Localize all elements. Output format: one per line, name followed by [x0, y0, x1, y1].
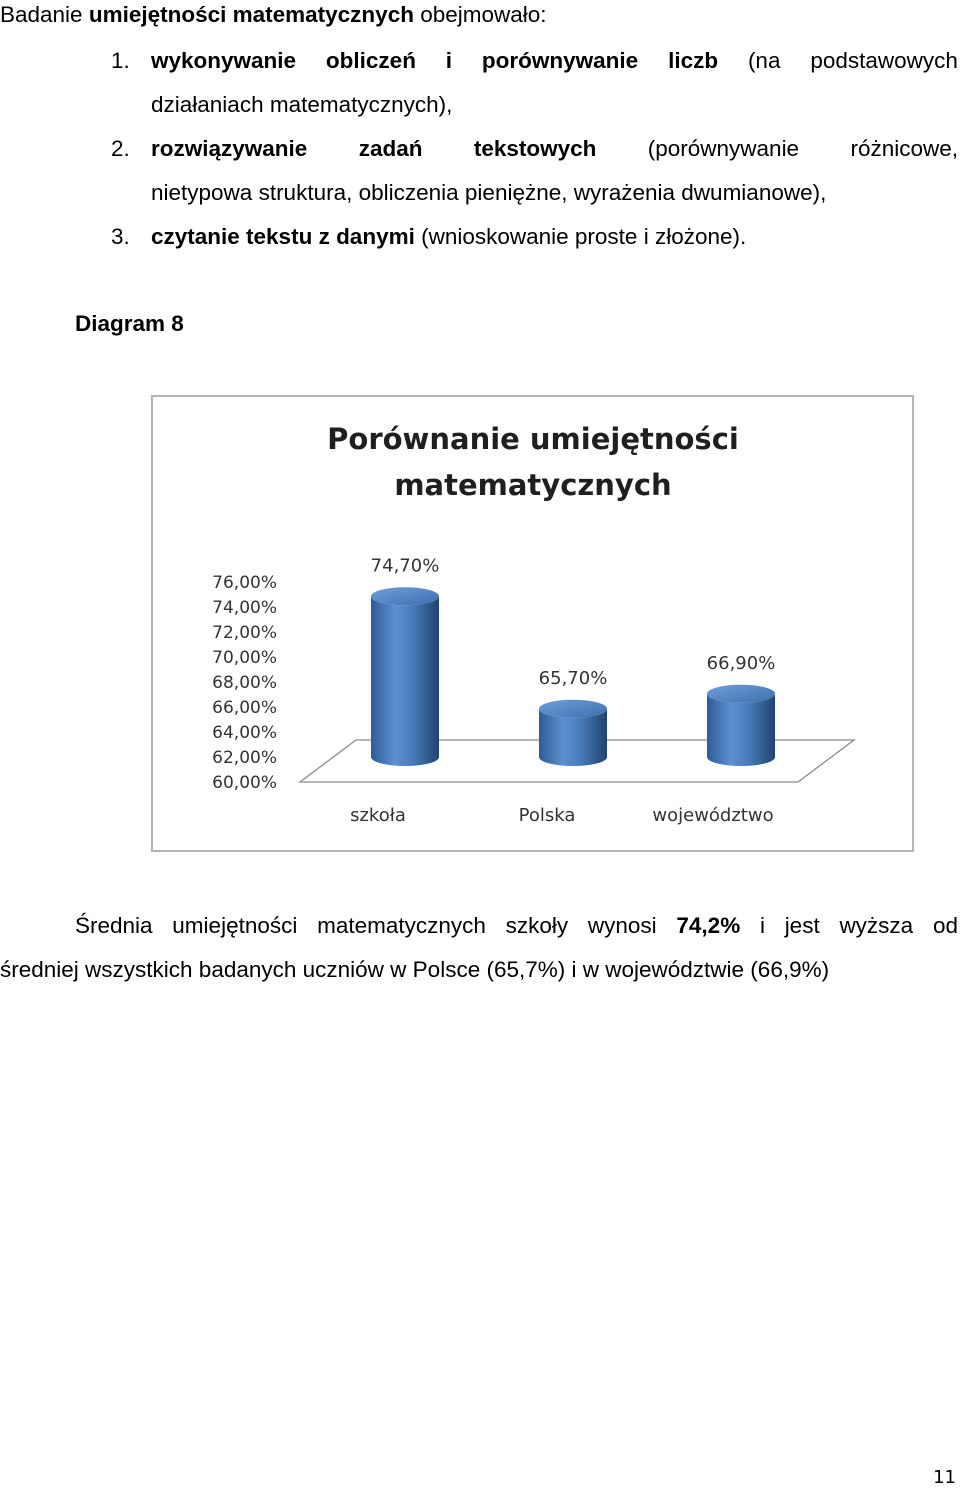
- y-tick-label: 60,00%: [212, 773, 277, 793]
- y-tick-label: 64,00%: [212, 723, 277, 743]
- y-tick-label: 76,00%: [212, 573, 277, 593]
- list-item-1-line2: działaniach matematycznych),: [151, 92, 453, 117]
- bar-cap: [371, 587, 439, 605]
- bar-body: [371, 596, 439, 766]
- word: Średnia: [75, 913, 153, 938]
- x-axis-labels: [350, 805, 774, 826]
- list-item-2-line2: nietypowa struktura, obliczenia pieniężne, wyrażenia dwumianowe),: [151, 180, 827, 205]
- x-tick-label: Polska: [518, 805, 576, 826]
- bar-data-label: 66,90%: [706, 652, 776, 674]
- summary-line-1: [75, 911, 958, 941]
- chart-frame: [151, 395, 914, 852]
- word: wyższa: [839, 913, 914, 938]
- word: i: [445, 48, 453, 73]
- word: i: [759, 913, 765, 938]
- summary-line-2: średniej wszystkich badanych uczniów w Polsce (65,7%) i w województwie (66,9%): [0, 957, 830, 982]
- intro-bold: umiejętności matematycznych: [88, 2, 414, 27]
- intro-prefix: Badanie: [0, 2, 89, 27]
- y-tick-label: 74,00%: [212, 598, 277, 618]
- word: 74,2%: [676, 913, 741, 938]
- word: jest: [784, 913, 820, 938]
- word: (porównywanie: [647, 136, 800, 161]
- list-item-3-rest: (wnioskowanie proste i złożone).: [414, 224, 747, 249]
- intro-suffix: obejmowało:: [413, 2, 547, 27]
- word: liczb: [668, 48, 719, 73]
- word: (na: [747, 48, 781, 73]
- y-tick-label: 66,00%: [212, 698, 277, 718]
- bar: [371, 587, 439, 766]
- chart-title-line-1: Porównanie umiejętności: [327, 422, 739, 456]
- word: zadań: [358, 136, 423, 161]
- list-item-3-text: [151, 222, 746, 252]
- bar-data-label: 65,70%: [538, 667, 608, 689]
- word: wynosi: [587, 913, 657, 938]
- word: rozwiązywanie: [151, 136, 308, 161]
- list-item-1-number: 1.: [111, 48, 130, 73]
- chart-svg: [153, 397, 912, 850]
- list-item-3-number: 3.: [111, 224, 130, 249]
- word: szkoły: [505, 913, 569, 938]
- word: od: [932, 913, 958, 938]
- word: matematycznych: [317, 913, 486, 938]
- diagram-label: [75, 309, 184, 339]
- y-tick-label: 68,00%: [212, 673, 277, 693]
- list-item-2-line1: [151, 134, 958, 164]
- word: tekstowych: [473, 136, 597, 161]
- word: porównywanie: [481, 48, 639, 73]
- diagram-label-text: Diagram 8: [75, 311, 184, 336]
- y-tick-label: 62,00%: [212, 748, 277, 768]
- intro-paragraph: [0, 0, 547, 30]
- x-tick-label: województwo: [652, 805, 774, 826]
- bar-cap: [539, 700, 607, 718]
- bar-body: [707, 694, 775, 766]
- bar-data-label: 74,70%: [370, 555, 440, 577]
- y-axis-tick-labels: [212, 573, 277, 793]
- x-tick-label: szkoła: [350, 805, 406, 826]
- list-item-3-bold: czytanie tekstu z danymi: [151, 224, 415, 249]
- chart-bars: [371, 555, 776, 766]
- word: umiejętności: [172, 913, 298, 938]
- word: obliczeń: [325, 48, 416, 73]
- word: wykonywanie: [151, 48, 297, 73]
- y-tick-label: 72,00%: [212, 623, 277, 643]
- word: podstawowych: [810, 48, 958, 73]
- chart-title-line-2: matematycznych: [394, 468, 672, 502]
- bar: [539, 700, 607, 766]
- bar-cap: [707, 685, 775, 703]
- y-tick-label: 70,00%: [212, 648, 277, 668]
- list-item-1-line1: [151, 46, 958, 76]
- bar: [707, 685, 775, 766]
- word: różnicowe,: [850, 136, 958, 161]
- list-item-2-number: 2.: [111, 136, 130, 161]
- page-number: 11: [933, 1467, 956, 1488]
